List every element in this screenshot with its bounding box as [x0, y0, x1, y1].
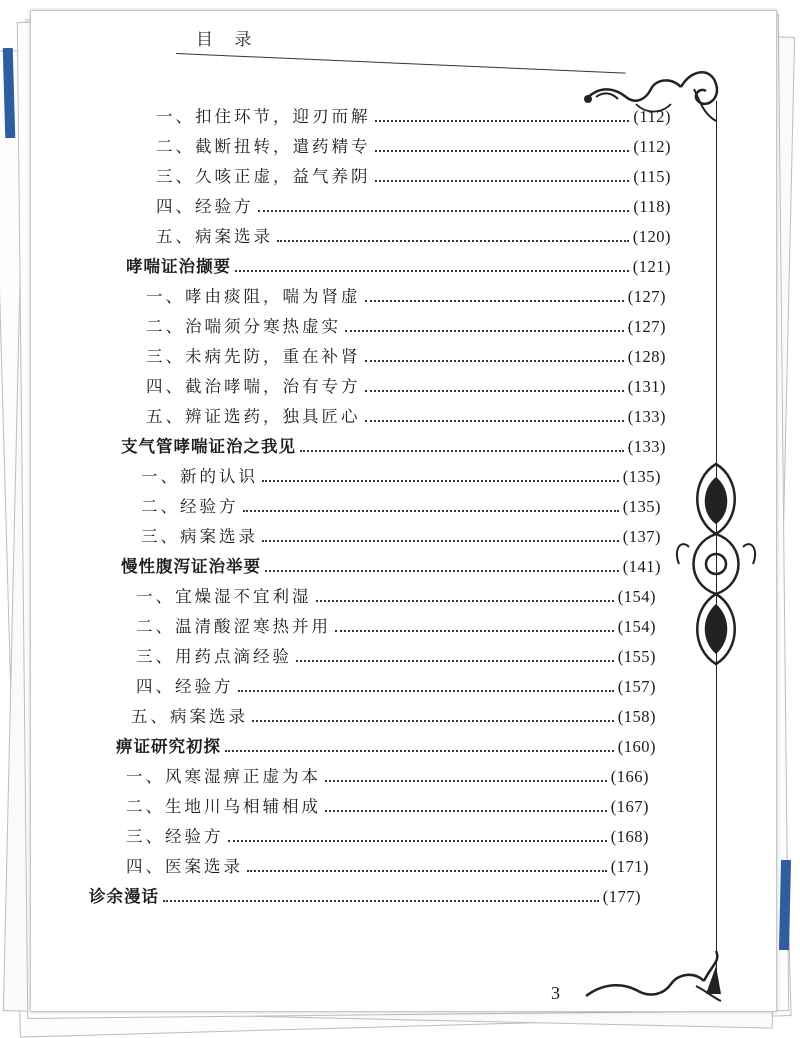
page-number: 3: [551, 983, 560, 1003]
toc-entry-title: 三、未病先防，重在补肾: [146, 347, 361, 366]
toc-entry-title: 二、温清酸涩寒热并用: [136, 617, 331, 636]
toc-entry-title: 三、经验方: [126, 827, 224, 846]
toc-entry-title: 二、生地川乌相辅相成: [126, 797, 321, 816]
toc-entry-title: 五、病案选录: [131, 707, 248, 726]
toc-entry-page: (167): [610, 797, 649, 816]
toc-subsection-entry[interactable]: [141, 466, 661, 488]
toc-subsection-entry[interactable]: [156, 196, 671, 218]
table-of-contents: [31, 11, 776, 1011]
leader-dots: [365, 360, 624, 362]
toc-entry-page: (112): [633, 137, 671, 156]
toc-subsection-entry[interactable]: [136, 646, 656, 668]
toc-subsection-entry[interactable]: [146, 346, 666, 368]
toc-entry-title: 一、风寒湿痹正虚为本: [126, 767, 321, 786]
toc-entry-page: (158): [617, 707, 656, 726]
toc-entry-page: (166): [610, 767, 649, 786]
leader-dots: [238, 690, 614, 692]
leader-dots: [252, 720, 614, 722]
toc-section-entry[interactable]: [121, 556, 661, 578]
page-header-title: 目 录: [196, 30, 260, 50]
toc-subsection-entry[interactable]: [131, 706, 656, 728]
leader-dots: [262, 480, 619, 482]
toc-entry-page: (118): [633, 197, 671, 216]
toc-entry-page: (168): [610, 827, 649, 846]
leader-dots: [262, 540, 619, 542]
toc-subsection-entry[interactable]: [126, 766, 649, 788]
toc-subsection-entry[interactable]: [146, 406, 666, 428]
toc-entry-page: (131): [627, 377, 666, 396]
toc-entry-page: (135): [622, 467, 661, 486]
toc-entry-page: (160): [617, 737, 656, 756]
toc-entry-page: (154): [617, 587, 656, 606]
leader-dots: [375, 120, 630, 122]
toc-subsection-entry[interactable]: [156, 226, 671, 248]
toc-entry-title: 诊余漫话: [89, 887, 159, 906]
toc-entry-page: (135): [622, 497, 661, 516]
toc-entry-page: (171): [610, 857, 649, 876]
toc-subsection-entry[interactable]: [146, 376, 666, 398]
toc-entry-page: (141): [622, 557, 661, 576]
toc-entry-title: 四、经验方: [136, 677, 234, 696]
leader-dots: [316, 600, 614, 602]
leader-dots: [265, 570, 619, 572]
leader-dots: [375, 150, 630, 152]
toc-subsection-entry[interactable]: [156, 166, 671, 188]
toc-entry-page: (155): [617, 647, 656, 666]
toc-subsection-entry[interactable]: [156, 106, 671, 128]
toc-section-entry[interactable]: [89, 886, 641, 908]
toc-subsection-entry[interactable]: [156, 136, 671, 158]
toc-entry-title: 一、宜燥湿不宜利湿: [136, 587, 312, 606]
toc-entry-title: 二、经验方: [141, 497, 239, 516]
toc-entry-page: (133): [627, 437, 666, 456]
toc-section-entry[interactable]: [121, 436, 666, 458]
toc-entry-page: (121): [632, 257, 671, 276]
toc-entry-title: 一、哮由痰阻，喘为肾虚: [146, 287, 361, 306]
toc-subsection-entry[interactable]: [126, 826, 649, 848]
toc-entry-page: (127): [627, 317, 666, 336]
toc-entry-title: 哮喘证治撷要: [126, 257, 231, 276]
toc-entry-page: (137): [622, 527, 661, 546]
toc-subsection-entry[interactable]: [126, 796, 649, 818]
leader-dots: [335, 630, 614, 632]
toc-entry-title: 三、久咳正虚，益气养阴: [156, 167, 371, 186]
toc-entry-title: 五、病案选录: [156, 227, 273, 246]
toc-entry-title: 一、扣住环节，迎刃而解: [156, 107, 371, 126]
leader-dots: [345, 330, 624, 332]
toc-subsection-entry[interactable]: [126, 856, 649, 878]
toc-entry-title: 痹证研究初探: [116, 737, 221, 756]
leader-dots: [243, 510, 619, 512]
toc-entry-page: (157): [617, 677, 656, 696]
toc-section-entry[interactable]: [126, 256, 671, 278]
toc-entry-title: 二、治喘须分寒热虚实: [146, 317, 341, 336]
toc-subsection-entry[interactable]: [141, 496, 661, 518]
leader-dots: [225, 750, 614, 752]
toc-entry-page: (133): [627, 407, 666, 426]
toc-entry-page: (127): [627, 287, 666, 306]
toc-subsection-entry[interactable]: [141, 526, 661, 548]
toc-entry-page: (128): [627, 347, 666, 366]
toc-section-entry[interactable]: [116, 736, 656, 758]
toc-entry-title: 四、经验方: [156, 197, 254, 216]
leader-dots: [375, 180, 630, 182]
toc-entry-page: (112): [633, 107, 671, 126]
leader-dots: [258, 210, 630, 212]
leader-dots: [325, 810, 607, 812]
toc-entry-title: 三、病案选录: [141, 527, 258, 546]
toc-entry-page: (154): [617, 617, 656, 636]
toc-entry-title: 二、截断扭转，遣药精专: [156, 137, 371, 156]
toc-entry-page: (115): [633, 167, 671, 186]
toc-subsection-entry[interactable]: [136, 616, 656, 638]
leader-dots: [235, 270, 629, 272]
leader-dots: [365, 300, 624, 302]
toc-entry-title: 四、医案选录: [126, 857, 243, 876]
leader-dots: [300, 450, 624, 452]
toc-entry-title: 一、新的认识: [141, 467, 258, 486]
toc-subsection-entry[interactable]: [136, 676, 656, 698]
leader-dots: [325, 780, 607, 782]
toc-page: [30, 10, 777, 1012]
toc-entry-title: 慢性腹泻证治举要: [121, 557, 261, 576]
leader-dots: [277, 240, 629, 242]
leader-dots: [365, 420, 624, 422]
toc-entry-title: 五、辨证选药，独具匠心: [146, 407, 361, 426]
leader-dots: [247, 870, 607, 872]
leader-dots: [365, 390, 624, 392]
leader-dots: [228, 840, 607, 842]
toc-entry-title: 三、用药点滴经验: [136, 647, 292, 666]
toc-subsection-entry[interactable]: [146, 316, 666, 338]
leader-dots: [163, 900, 599, 902]
toc-entry-page: (177): [602, 887, 641, 906]
toc-subsection-entry[interactable]: [146, 286, 666, 308]
toc-subsection-entry[interactable]: [136, 586, 656, 608]
toc-entry-title: 四、截治哮喘，治有专方: [146, 377, 361, 396]
leader-dots: [296, 660, 614, 662]
toc-entry-title: 支气管哮喘证治之我见: [121, 437, 296, 456]
book-cover-edge: [779, 860, 791, 950]
toc-entry-page: (120): [632, 227, 671, 246]
